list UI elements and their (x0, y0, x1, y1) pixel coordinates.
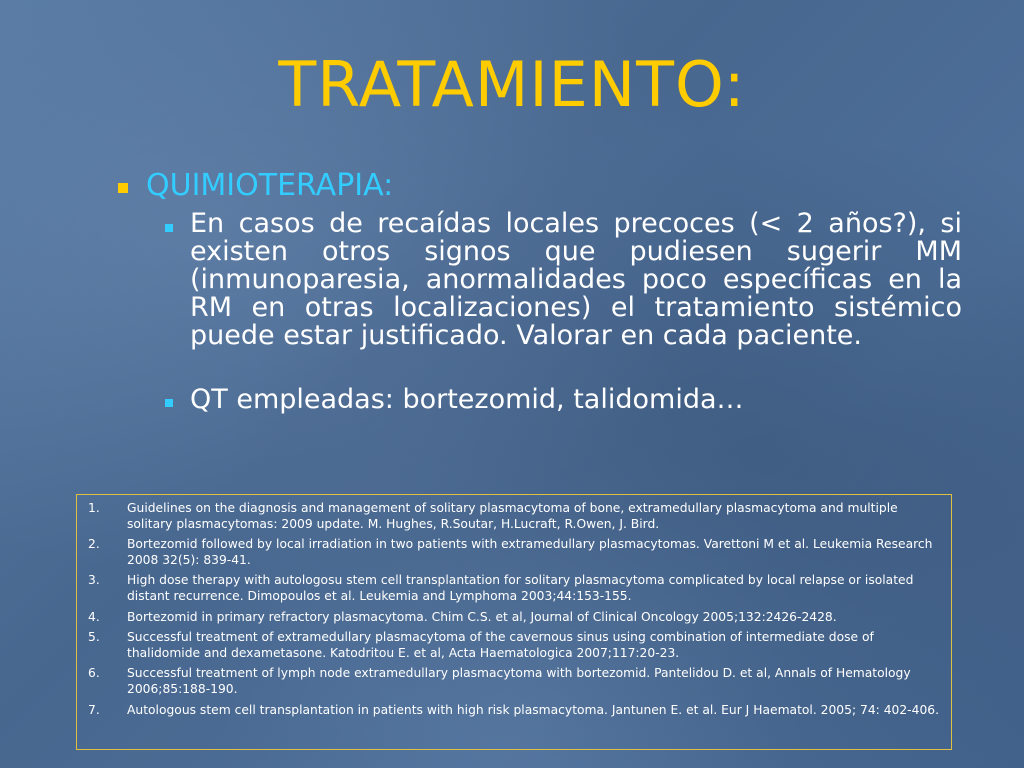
reference-number: 5. (88, 630, 100, 645)
reference-text: Successful treatment of lymph node extramedullary plasmacytoma with bortezomid. Pantelidou D. et al, Annals of Hematology 2006;85:188-190. (127, 666, 911, 696)
reference-number: 1. (88, 501, 100, 515)
reference-number: 4. (88, 609, 100, 624)
reference-text: Guidelines on the diagnosis and management of solitary plasmacytoma of bone, extramedullary plasmacytoma and multiple solitary plasmacytomas: 2009 update. M. Hughes, R.Soutar, H.Lucraft, R.Owen, J. Bird. (127, 501, 898, 531)
reference-text: High dose therapy with autologosu stem cell transplantation for solitary plasmacytoma complicated by local relapse or isolated distant recurrence. Dimopoulos et al. Leukemia and Lymphoma 2003;44:153-155. (127, 573, 914, 603)
square-bullet-icon (165, 224, 173, 232)
bullet-paragraph: QT empleadas: bortezomid, talidomida… (190, 384, 744, 415)
reference-item (85, 610, 943, 626)
reference-item (85, 501, 943, 532)
reference-item (85, 666, 943, 697)
slide-title: TRATAMIENTO: (278, 48, 746, 121)
reference-text: Autologous stem cell transplantation in patients with high risk plasmacytoma. Jantunen E. et al. Eur J Haematol. 2005; 74: 402-406. (127, 702, 939, 717)
reference-item (85, 630, 943, 661)
square-bullet-icon (118, 183, 128, 193)
reference-item (85, 537, 943, 568)
bullet-paragraph: En casos de recaídas locales precoces (< 2 años?), si existen otros signos que pudiesen sugerir MM (inmunoparesia, anormalidades poco específicas en la RM en otras localizaciones) el tratamiento sistémico puede estar justificado. Valorar en cada paciente. (190, 208, 962, 351)
reference-text: Bortezomid followed by local irradiation in two patients with extramedullary plasmacytomas. Varettoni M et al. Leukemia Research 2008 32(5): 839-41. (127, 537, 933, 567)
reference-number: 7. (88, 702, 100, 717)
references-list (85, 501, 943, 718)
reference-text: Successful treatment of extramedullary plasmacytoma of the cavernous sinus using combination of intermediate dose of thalidomide and dexametasone. Katodritou E. et al, Acta Haematologica 2007;117:20-23. (127, 630, 874, 660)
reference-item (85, 703, 943, 719)
reference-text: Bortezomid in primary refractory plasmacytoma. Chim C.S. et al, Journal of Clinical Oncology 2005;132:2426-2428. (127, 609, 837, 624)
references-box (76, 494, 952, 750)
square-bullet-icon (165, 399, 173, 407)
reference-number: 2. (88, 537, 100, 552)
heading-text: QUIMIOTERAPIA: (146, 168, 394, 203)
reference-number: 3. (88, 573, 100, 588)
reference-number: 6. (88, 666, 100, 681)
reference-item (85, 573, 943, 604)
